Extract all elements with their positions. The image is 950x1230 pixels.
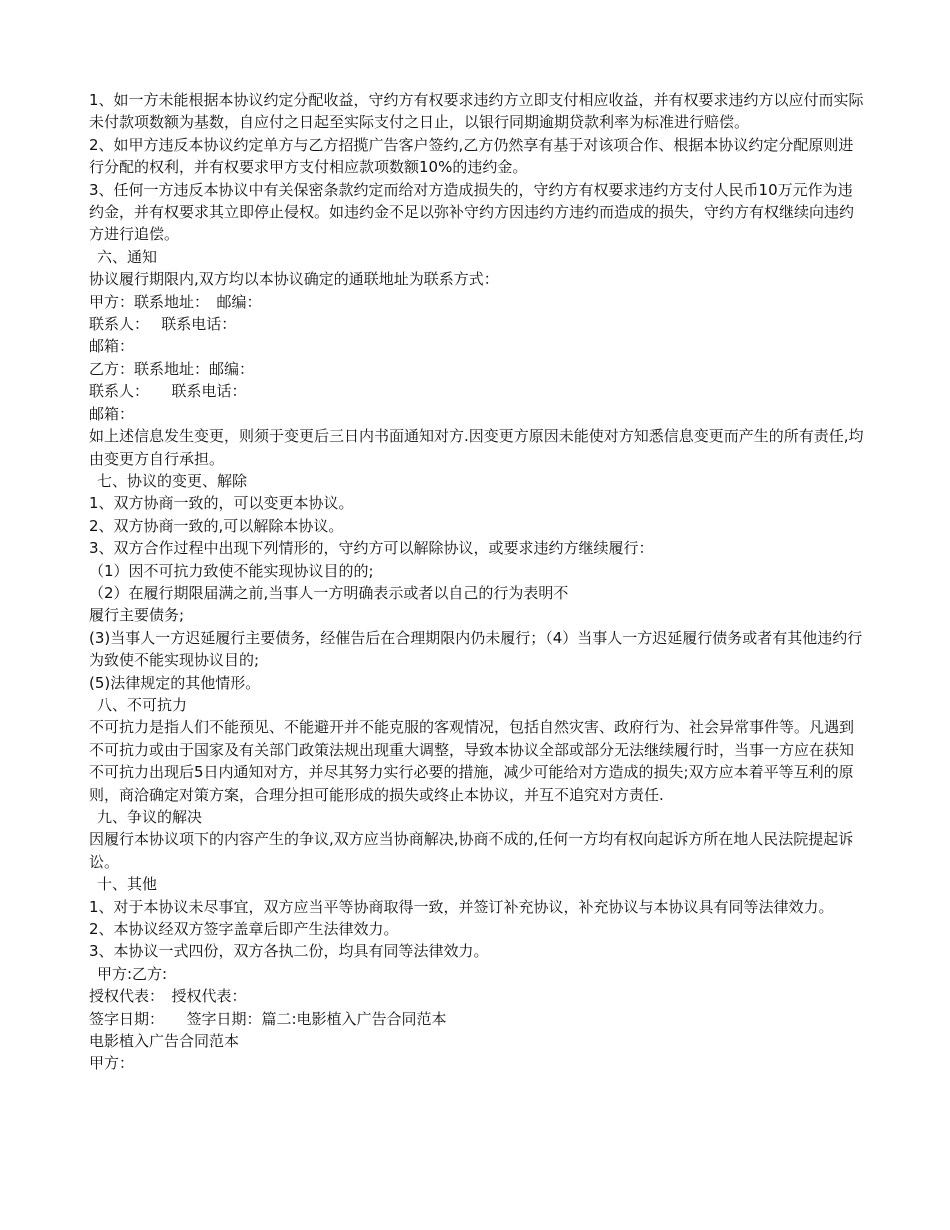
- party-a-contact: 联系人： 联系电话：: [89, 315, 237, 334]
- next-contract-party-a: 甲方：: [89, 1054, 135, 1073]
- clause-compensation-ads: 2、如甲方违反本协议约定单方与乙方招揽广告客户签约,乙方仍然享有基于对该项合作、根据本协议约定分配原则进行分配的权利，并有权要求甲方支付相应款项数额10%的违约金。: [89, 135, 854, 177]
- termination-case-1: （1）因不可抗力致使不能实现协议目的的;: [89, 561, 374, 580]
- next-contract-title: 电影植入广告合同范本: [89, 1032, 240, 1051]
- document-page: [89, 89, 864, 1075]
- other-clause-1: 1、对于本协议未尽事宜，双方应当平等协商取得一致，并签订补充协议，补充协议与本协议具有同等法律效力。: [89, 897, 834, 916]
- party-b-address: 乙方：联系地址：邮编：: [89, 359, 255, 378]
- dispute-clause: 因履行本协议项下的内容产生的争议,双方应当协商解决,协商不成的,任何一方均有权向起诉方所在地人民法院提起诉讼。: [89, 830, 854, 871]
- clause-compensation-confidentiality: 3、任何一方违反本协议中有关保密条款约定而给对方造成损失的，守约方有权要求违约方支付人民币10万元作为违约金，并有权要求其立即停止侵权。如违约金不足以弥补守约方因违约方违约而造成的损失，守约方有权继续向违约方进行追偿。: [89, 180, 855, 244]
- section-heading-dispute: 九、争议的解决: [97, 808, 203, 826]
- termination-case-3-4: (3)当事人一方迟延履行主要债务，经催告后在合理期限内仍未履行；（4）当事人一方迟延履行债务或者有其他违约行为致使不能实现协议目的;: [89, 628, 863, 670]
- termination-case-2: （2）在履行期限届满之前,当事人一方明确表示或者以自己的行为表明不: [89, 583, 569, 602]
- notice-change-clause: 如上述信息发生变更，则须于变更后三日内书面通知对方.因变更方原因未能使对方知悉信息变更而产生的所有责任,均由变更方自行承担。: [89, 427, 864, 468]
- signature-dates: 签字日期： 签字日期：篇二:电影植入广告合同范本: [89, 1009, 447, 1028]
- amendment-clause-2: 2、双方协商一致的,可以解除本协议。: [89, 516, 344, 535]
- section-heading-notice: 六、通知: [97, 247, 158, 266]
- notice-intro: 协议履行期限内,双方均以本协议确定的通联地址为联系方式：: [89, 270, 499, 289]
- other-clause-2: 2、本协议经双方签字盖章后即产生法律效力。: [89, 920, 399, 939]
- party-b-email: 邮箱：: [89, 404, 135, 423]
- termination-case-5: (5)法律规定的其他情形。: [89, 673, 261, 692]
- section-heading-amendment: 七、协议的变更、解除: [97, 471, 248, 490]
- other-clause-3: 3、本协议一式四份，双方各执二份，均具有同等法律效力。: [89, 942, 489, 961]
- signature-parties: 甲方:乙方:: [97, 964, 168, 983]
- termination-case-2-cont: 履行主要债务;: [89, 606, 185, 625]
- section-heading-force-majeure: 八、不可抗力: [97, 695, 188, 714]
- force-majeure-clause: 不可抗力是指人们不能预见、不能避开并不能克服的客观情况，包括自然灾害、政府行为、社会异常事件等。凡遇到不可抗力或由于国家及有关部门政策法规出现重大调整，导致本协议全部或部分无法继续履行时，当事一方应在获知不可抗力出现后5日内通知对方，并尽其努力实行必要的措施，减少可能给对方造成的损失;双方应本着平等互利的原则，商洽确定对策方案，合理分担可能形成的损失或终止本协议，并互不追究对方责任.: [89, 718, 855, 804]
- section-heading-other: 十、其他: [97, 875, 158, 894]
- clause-compensation-revenue: 1、如一方未能根据本协议约定分配收益，守约方有权要求违约方立即支付相应收益，并有权要求违约方以应付而实际未付款项数额为基数，自应付之日起至实际支付之日止，以银行同期逾期贷款利率为标准进行赔偿。: [89, 91, 864, 132]
- party-a-email: 邮箱：: [89, 337, 135, 356]
- amendment-clause-1: 1、双方协商一致的，可以变更本协议。: [89, 494, 354, 513]
- amendment-clause-3: 3、双方合作过程中出现下列情形的，守约方可以解除协议，或要求违约方继续履行：: [89, 539, 654, 558]
- party-b-contact: 联系人： 联系电话：: [89, 382, 247, 401]
- signature-representatives: 授权代表： 授权代表：: [89, 987, 247, 1006]
- party-a-address: 甲方：联系地址： 邮编：: [89, 292, 262, 311]
